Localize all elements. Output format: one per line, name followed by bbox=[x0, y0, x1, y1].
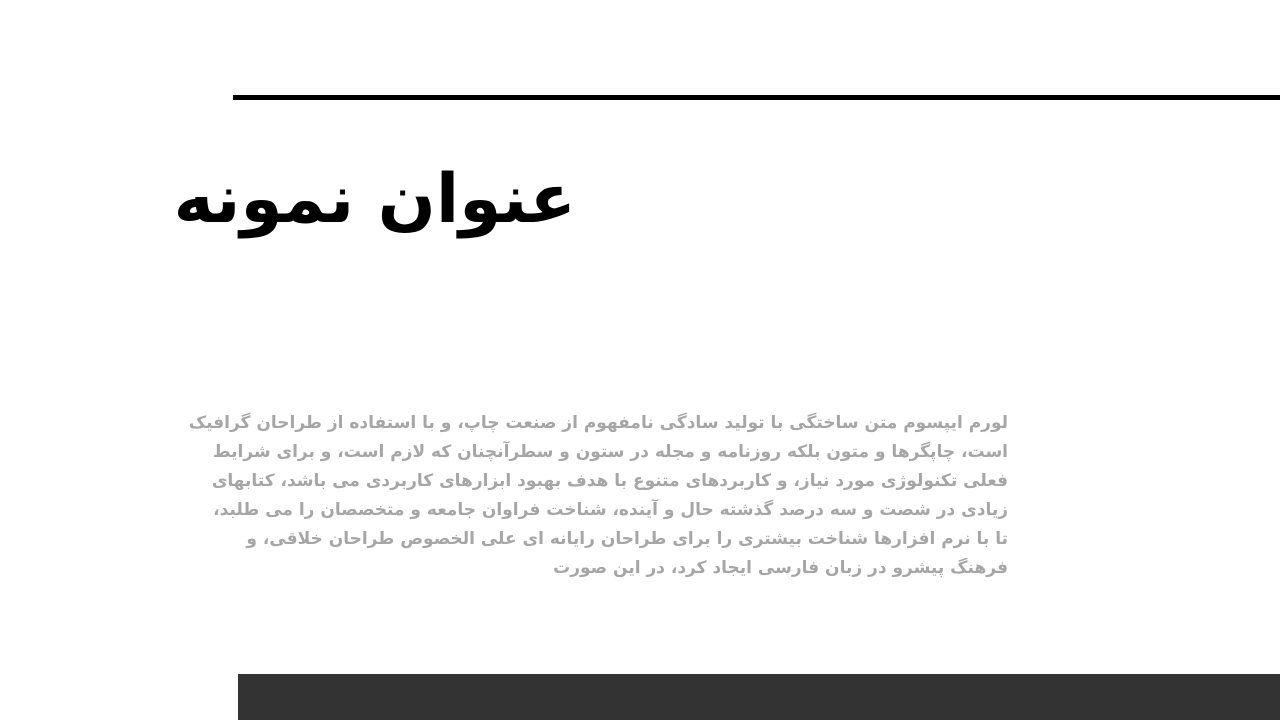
top-divider-line bbox=[233, 95, 1280, 100]
body-line: فعلی تکنولوژی مورد نیاز، و کاربردهای متنوع با هدف بهبود ابزارهای کاربردی می باشد، کتابهای bbox=[211, 471, 1008, 491]
body-line: تا با نرم افزارها شناخت بیشتری را برای طراحان رایانه ای علی الخصوص طراحان خلاقی، و bbox=[246, 529, 1008, 549]
body-line: است، چاپگرها و متون بلکه روزنامه و مجله در ستون و سطرآنچنان که لازم است، و برای شرایط bbox=[212, 442, 1008, 462]
body-line: لورم ایپسوم متن ساختگی با تولید سادگی نامفهوم از صنعت چاپ، و با استفاده از طراحان گرافیک bbox=[188, 413, 1008, 433]
footer-bar bbox=[238, 674, 1280, 720]
body-line: زیادی در شصت و سه درصد گذشته حال و آینده، شناخت فراوان جامعه و متخصصان را می طلبد، bbox=[213, 500, 1008, 520]
body-line: فرهنگ پیشرو در زبان فارسی ایجاد کرد، در این صورت bbox=[553, 558, 1008, 578]
slide-body-text bbox=[188, 409, 1008, 583]
slide-title: عنوان نمونه bbox=[173, 160, 576, 239]
